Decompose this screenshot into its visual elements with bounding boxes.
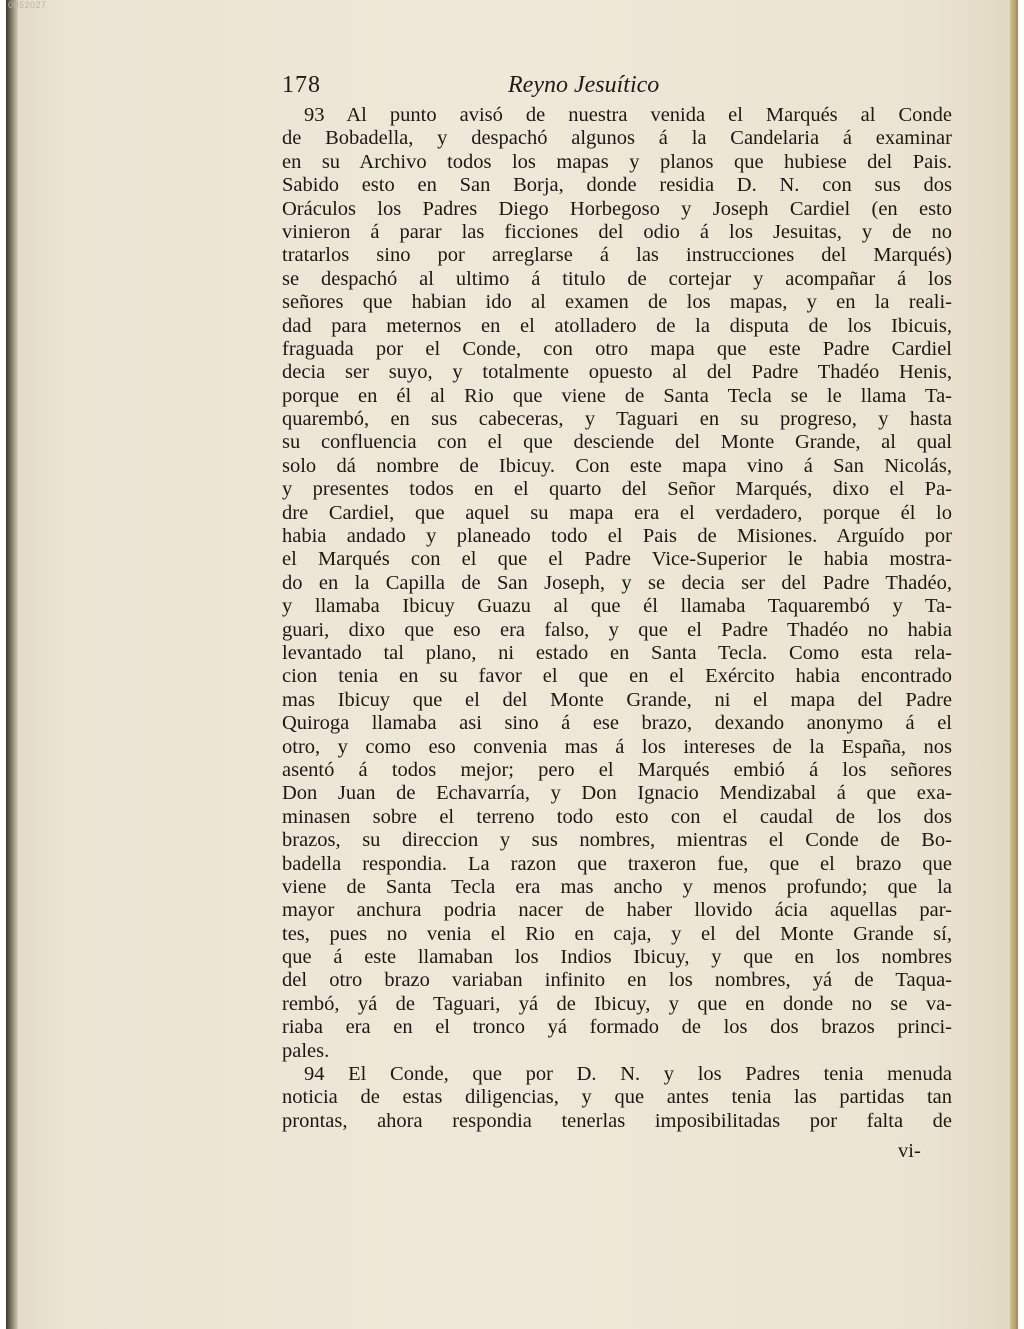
text-line: y presentes todos en el quarto del Señor Marqués, dixo el Pa- [282,478,952,501]
scan-stamp: 0052027 [8,0,47,10]
text-line: dre Cardiel, que aquel su mapa era el verdadero, porque él lo [282,501,952,524]
text-line: tratarlos sino por arreglarse á las instrucciones del Marqués) [282,244,952,267]
page-left-edge [6,0,18,1329]
text-line: tes, pues no venia el Rio en caja, y el del Monte Grande sí, [282,922,952,945]
text-line: Oráculos los Padres Diego Horbegoso y Joseph Cardiel (en esto [282,197,952,220]
text-line: Don Juan de Echavarría, y Don Ignacio Mendizabal á que exa- [282,782,952,805]
text-line: de Bobadella, y despachó algunos á la Candelaria á examinar [282,127,952,150]
text-line: mayor anchura podria nacer de haber llovido ácia aquellas par- [282,899,952,922]
catchword: vi- [898,1140,921,1162]
text-line: y llamaba Ibicuy Guazu al que él llamaba Taquarembó y Ta- [282,595,952,618]
text-line: que á este llamaban los Indios Ibicuy, y que en los nombres [282,946,952,969]
text-line: mas Ibicuy que el del Monte Grande, ni el mapa del Padre [282,688,952,711]
page-number: 178 [282,72,321,98]
text-line: noticia de estas diligencias, y que antes tenia las partidas tan [282,1086,952,1109]
text-line: guari, dixo que eso era falso, y que el Padre Thadéo no habia [282,618,952,641]
text-line: Quiroga llamaba asi sino á ese brazo, dexando anonymo á el [282,712,952,735]
running-head: Reyno Jesuítico [508,72,660,98]
text-line: prontas, ahora respondia tenerlas imposibilitadas por falta de [282,1109,952,1132]
text-line: Sabido esto en San Borja, donde residia D. N. con sus dos [282,174,952,197]
text-line: pales. [282,1039,330,1062]
text-line: otro, y como eso convenia mas á los intereses de la España, nos [282,735,952,758]
text-line: en su Archivo todos los mapas y planos que hubiese del Pais. [282,150,952,173]
text-line: porque en él al Rio que viene de Santa Tecla se le llama Ta- [282,384,952,407]
page-right-edge [1010,0,1018,1329]
text-line: minasen sobre el terreno todo esto con el caudal de los dos [282,805,952,828]
text-line: cion tenia en su favor el que en el Exército habia encontrado [282,665,952,688]
text-line: quarembó, en sus cabeceras, y Taguari en su progreso, y hasta [282,408,952,431]
text-line: señores que habian ido al examen de los mapas, y en la reali- [282,291,952,314]
body-text [282,104,952,1133]
text-line: brazos, su direccion y sus nombres, mientras el Conde de Bo- [282,829,952,852]
text-line: el Marqués con el que el Padre Vice-Superior le habia mostra- [282,548,952,571]
text-line: dad para meternos en el atolladero de la disputa de los Ibicuis, [282,314,952,337]
text-line: levantado tal plano, ni estado en Santa Tecla. Como esta rela- [282,641,952,664]
text-line: se despachó al ultimo á titulo de cortejar y acompañar á los [282,267,952,290]
text-line: su confluencia con el que desciende del Monte Grande, al qual [282,431,952,454]
text-line: do en la Capilla de San Joseph, y se decia ser del Padre Thadéo, [282,571,952,594]
text-line: solo dá nombre de Ibicuy. Con este mapa vino á San Nicolás, [282,454,952,477]
text-line: 93 Al punto avisó de nuestra venida el Marqués al Conde [304,104,952,126]
text-line: viene de Santa Tecla era mas ancho y menos profundo; que la [282,875,952,898]
text-line: badella respondia. La razon que traxeron fue, que el brazo que [282,852,952,875]
text-line: del otro brazo variaban infinito en los nombres, yá de Taqua- [282,969,952,992]
text-line: habia andado y planeado todo el Pais de Misiones. Arguído por [282,525,952,548]
text-line: rembó, yá de Taguari, yá de Ibicuy, y que en donde no se va- [282,992,952,1015]
text-line: vinieron á parar las ficciones del odio á los Jesuitas, y de no [282,220,952,243]
text-line: fraguada por el Conde, con otro mapa que este Padre Cardiel [282,337,952,360]
page-header [282,72,952,106]
text-line: asentó á todos mejor; pero el Marqués embió á los señores [282,758,952,781]
text-line: decia ser suyo, y totalmente opuesto al del Padre Thadéo Henis, [282,361,952,384]
text-line: riaba era en el tronco yá formado de los dos brazos princi- [282,1016,952,1039]
text-line: 94 El Conde, que por D. N. y los Padres tenia menuda [304,1063,952,1086]
